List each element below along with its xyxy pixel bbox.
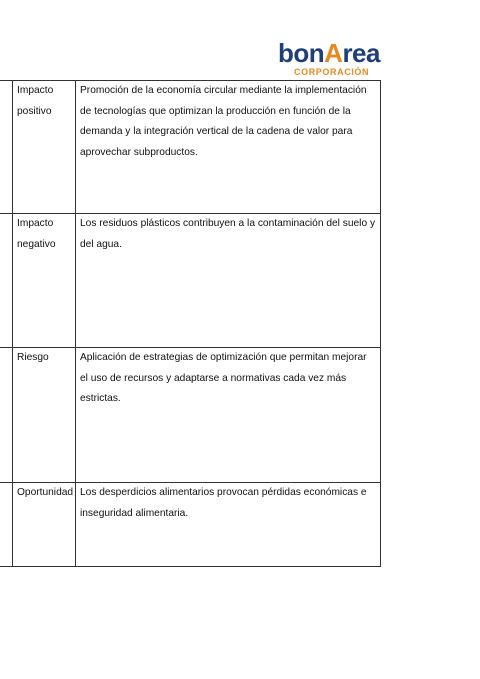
table-cell-empty bbox=[0, 483, 13, 567]
row-label: Riesgo bbox=[17, 352, 49, 363]
company-logo bbox=[278, 38, 386, 80]
table-cell-description bbox=[76, 483, 381, 567]
table-cell-empty bbox=[0, 214, 13, 348]
row-description: Los residuos plásticos contribuyen a la contaminación del suelo y del agua. bbox=[80, 218, 376, 250]
table-row bbox=[0, 214, 381, 348]
table-row bbox=[0, 483, 381, 567]
table-cell-label bbox=[13, 81, 76, 214]
table-cell-description bbox=[76, 348, 381, 483]
logo-name-accent: A bbox=[324, 38, 343, 68]
logo-subtitle: CORPORACIÓN bbox=[294, 67, 370, 77]
table-cell-description bbox=[76, 81, 381, 214]
table-cell-label bbox=[13, 214, 76, 348]
logo-name-suffix: rea bbox=[342, 38, 380, 68]
table-cell-empty bbox=[0, 348, 13, 483]
logo-name-prefix: bon bbox=[278, 38, 325, 68]
row-description: Aplicación de estrategias de optimización que permitan mejorar el uso de recursos y adaptarse a normativas cada vez más estrictas. bbox=[80, 352, 367, 404]
table-cell-label bbox=[13, 483, 76, 567]
row-label: Impacto negativo bbox=[17, 218, 56, 250]
impact-table bbox=[0, 80, 381, 567]
table-row bbox=[0, 348, 381, 483]
row-description: Promoción de la economía circular mediante la implementación de tecnologías que optimizan la producción en función de la demanda y la integración vertical de la cadena de valor para aprovechar subproductos. bbox=[80, 85, 367, 158]
table-cell-empty bbox=[0, 81, 13, 214]
row-description: Los desperdicios alimentarios provocan pérdidas económicas e inseguridad alimentaria. bbox=[80, 487, 367, 519]
logo-wordmark bbox=[278, 38, 380, 68]
row-label: Impacto positivo bbox=[17, 85, 54, 117]
table-row bbox=[0, 81, 381, 214]
row-label: Oportunidad bbox=[17, 487, 74, 498]
table-cell-label bbox=[13, 348, 76, 483]
table-cell-description bbox=[76, 214, 381, 348]
